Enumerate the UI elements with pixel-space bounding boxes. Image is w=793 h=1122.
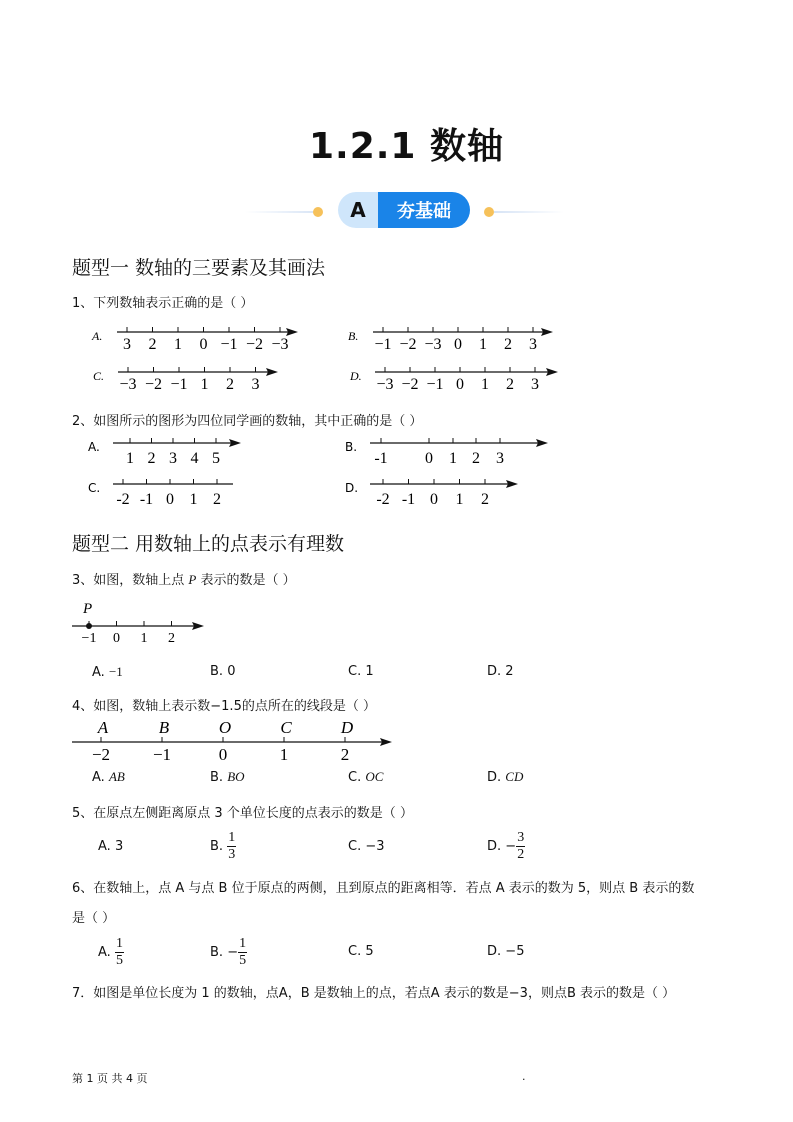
tick-label: -2 bbox=[376, 491, 390, 508]
tick-label: 1 bbox=[449, 450, 457, 467]
tick-label: 0 bbox=[113, 631, 120, 646]
tick-label: 0 bbox=[456, 376, 464, 393]
q6-option-b: B. − $\frac{1}{5}$ bbox=[210, 936, 247, 968]
q4-option-c: C. OC bbox=[348, 769, 384, 785]
question-2: 2、如图所示的图形为四位同学画的数轴，其中正确的是（ ） bbox=[72, 414, 423, 429]
point-p-label: P bbox=[83, 601, 93, 617]
point-label-o: O bbox=[218, 718, 232, 737]
point-label-d: D bbox=[340, 718, 354, 737]
tick-label: −2 bbox=[399, 336, 417, 353]
q3-option-c: C. 1 bbox=[348, 664, 374, 679]
option-label: B. bbox=[345, 440, 358, 454]
option-label: A. bbox=[92, 329, 103, 343]
option-label: A. bbox=[88, 440, 100, 454]
tick-label: -1 bbox=[139, 491, 154, 508]
tick-label: -1 bbox=[401, 491, 416, 508]
tick-label: 0 bbox=[199, 336, 208, 353]
tick-label: 2 bbox=[148, 336, 157, 353]
tick-label: 1 bbox=[189, 491, 198, 508]
question-4: 4、如图，数轴上表示数−1.5的点所在的线段是（ ） bbox=[72, 699, 376, 714]
tick-label: 2 bbox=[213, 491, 221, 508]
tick-label: 1 bbox=[279, 745, 289, 764]
footer-dot: . bbox=[522, 1070, 526, 1083]
question-6-cont: 是（ ） bbox=[72, 911, 116, 926]
question-6: 6、在数轴上，点 A 与点 B 位于原点的两侧，且到原点的距离相等．若点 A 表示的数为 5，则点 B 表示的数 bbox=[72, 881, 695, 896]
point-label-a: A bbox=[97, 718, 109, 737]
tick-label: 0 bbox=[425, 450, 433, 467]
tick-label: −1 bbox=[170, 376, 188, 393]
tick-label: -1 bbox=[374, 450, 388, 467]
badge-letter: A bbox=[338, 192, 378, 228]
tick-label: −1 bbox=[81, 631, 97, 646]
point-label-b: B bbox=[158, 718, 170, 737]
q6-option-c: C. 5 bbox=[348, 944, 374, 959]
tick-label: 2 bbox=[481, 491, 489, 508]
question-7: 7．如图是单位长度为 1 的数轴，点A，B 是数轴上的点，若点A 表示的数是−3，则点B 表示的数是（ ） bbox=[72, 986, 676, 1001]
question-5: 5、在原点左侧距离原点 3 个单位长度的点表示的数是（ ） bbox=[72, 806, 413, 821]
q5-option-b: B. $\frac{1}{3}$ bbox=[210, 830, 236, 862]
page-title: 1.2.1 数轴 bbox=[308, 126, 505, 167]
tick-label: −1 bbox=[374, 336, 392, 353]
tick-label: −3 bbox=[376, 376, 394, 393]
tick-label: 1 bbox=[481, 376, 489, 393]
tick-label: 2 bbox=[506, 376, 514, 393]
section-heading-2: 题型二 用数轴上的点表示有理数 bbox=[72, 533, 345, 555]
tick-label: 4 bbox=[190, 450, 199, 467]
tick-label: 1 bbox=[126, 450, 134, 467]
tick-label: 5 bbox=[212, 450, 220, 467]
tick-label: 1 bbox=[140, 631, 148, 646]
tick-label: 0 bbox=[430, 491, 438, 508]
tick-label: −2 bbox=[401, 376, 419, 393]
tick-label: -2 bbox=[116, 491, 130, 508]
option-label: B. bbox=[348, 329, 359, 343]
tick-label: 2 bbox=[168, 631, 175, 646]
q5-option-c: C. −3 bbox=[348, 839, 385, 854]
badge-label: 夯基础 bbox=[378, 192, 470, 228]
tick-label: 2 bbox=[340, 745, 350, 764]
tick-label: 2 bbox=[147, 450, 156, 467]
q4-option-a: A. AB bbox=[92, 769, 125, 785]
tick-label: −1 bbox=[220, 336, 238, 353]
option-label: D. bbox=[350, 369, 362, 383]
tick-label: −3 bbox=[424, 336, 442, 353]
tick-label: 0 bbox=[454, 336, 462, 353]
tick-label: −1 bbox=[426, 376, 444, 393]
q3-text: 3、如图，数轴上点 bbox=[72, 573, 189, 588]
tick-label: −3 bbox=[271, 336, 289, 353]
q6-option-d: D. −5 bbox=[487, 944, 525, 959]
option-label: D. bbox=[345, 481, 359, 495]
tick-label: 1 bbox=[455, 491, 464, 508]
tick-label: 3 bbox=[531, 376, 539, 393]
question-1: 1、下列数轴表示正确的是（ ） bbox=[72, 296, 254, 311]
tick-label: 2 bbox=[472, 450, 480, 467]
q4-option-b: B. BO bbox=[210, 769, 245, 785]
tick-label: 1 bbox=[479, 336, 487, 353]
q5-option-a: A. 3 bbox=[98, 839, 124, 854]
point-label-c: C bbox=[280, 718, 292, 737]
q3-var: P bbox=[188, 572, 197, 587]
tick-label: −2 bbox=[144, 376, 163, 393]
q4-option-d: D. CD bbox=[487, 769, 524, 785]
tick-label: −3 bbox=[119, 376, 137, 393]
q5-option-d: D. − $\frac{3}{2}$ bbox=[487, 830, 525, 862]
tick-label: −1 bbox=[152, 745, 172, 764]
q3-option-a: A. −1 bbox=[92, 664, 123, 680]
point-p bbox=[86, 623, 92, 629]
tick-label: 2 bbox=[226, 376, 234, 393]
tick-label: 0 bbox=[166, 491, 174, 508]
tick-label: 3 bbox=[169, 450, 177, 467]
tick-label: −2 bbox=[245, 336, 264, 353]
tick-label: 1 bbox=[174, 336, 182, 353]
tick-label: −2 bbox=[91, 745, 111, 764]
tick-label: 2 bbox=[504, 336, 512, 353]
q3-option-d: D. 2 bbox=[487, 664, 514, 679]
option-label: C. bbox=[88, 481, 101, 495]
tick-label: 3 bbox=[529, 336, 537, 353]
section-heading-1: 题型一 数轴的三要素及其画法 bbox=[72, 257, 326, 279]
tick-label: 1 bbox=[200, 376, 209, 393]
tick-label: 3 bbox=[496, 450, 504, 467]
q3-text-end: 表示的数是（ ） bbox=[196, 573, 296, 588]
q6-option-a: A. $\frac{1}{5}$ bbox=[98, 936, 123, 968]
tick-label: 3 bbox=[251, 376, 260, 393]
tick-label: 0 bbox=[218, 745, 228, 764]
page-footer: 第 1 页 共 4 页 bbox=[72, 1072, 148, 1085]
option-label: C. bbox=[93, 369, 105, 383]
tick-label: 3 bbox=[123, 336, 131, 353]
q3-option-b: B. 0 bbox=[210, 664, 236, 679]
